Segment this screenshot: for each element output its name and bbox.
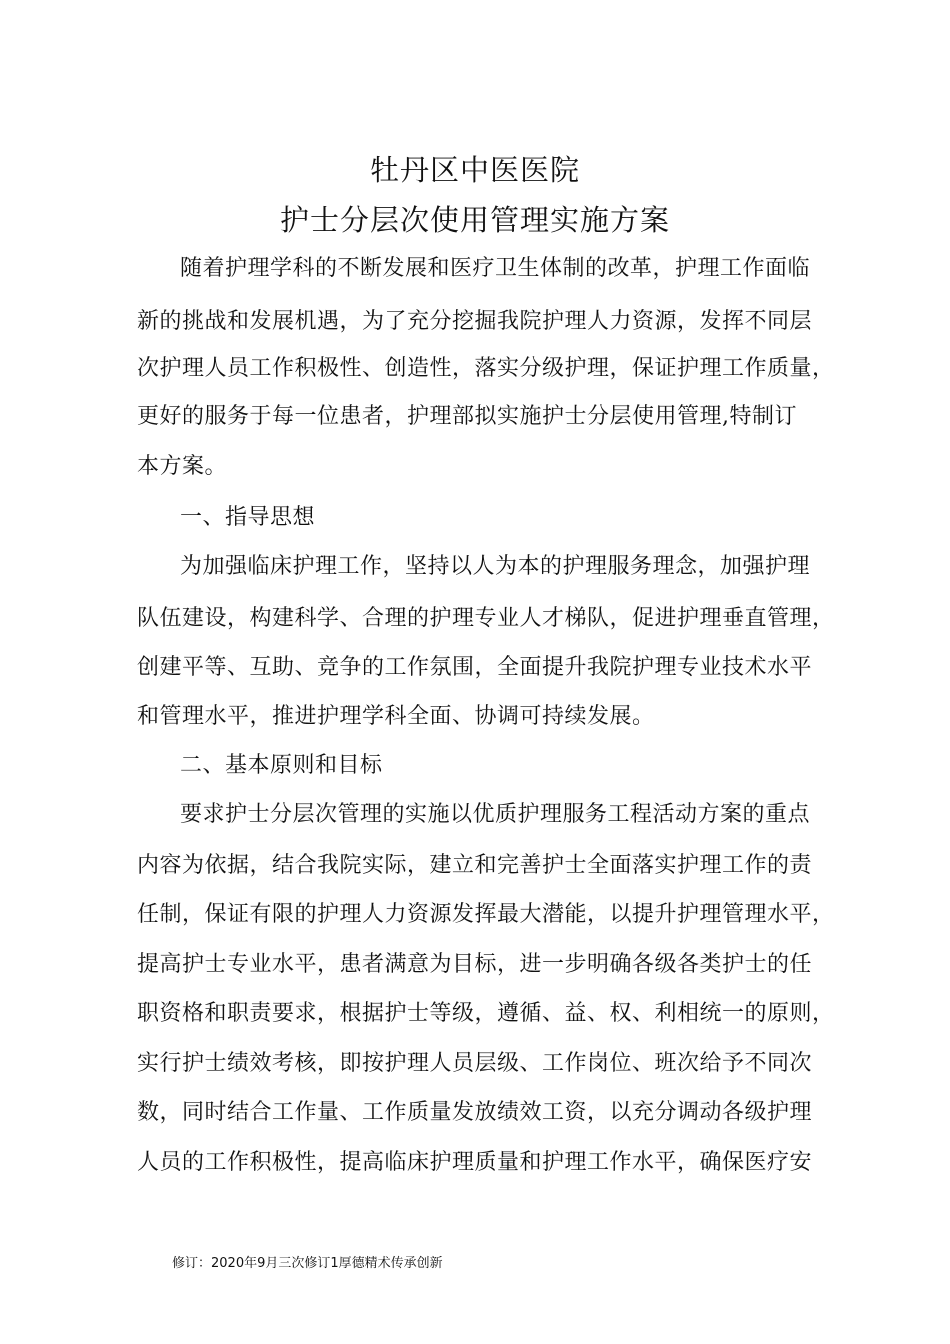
body-line: 随着护理学科的不断发展和医疗卫生体制的改革，护理工作面临 (180, 256, 811, 281)
section-heading-guiding-ideology: 一、指导思想 (180, 505, 316, 530)
hospital-name-title: 牡丹区中医医院 (369, 153, 580, 187)
body-line: 和管理水平，推进护理学科全面、协调可持续发展。 (137, 704, 655, 729)
body-line: 数，同时结合工作量、工作质量发放绩效工资，以充分调动各级护理 (137, 1100, 813, 1125)
section-heading-principles-goals: 二、基本原则和目标 (180, 753, 383, 778)
page-footer: 修订：2020年9月三次修订1厚德精术传承创新 (172, 1256, 443, 1271)
body-line: 队伍建设，构建科学、合理的护理专业人才梯队，促进护理垂直管理， (137, 606, 835, 631)
body-line: 创建平等、互助、竞争的工作氛围，全面提升我院护理专业技术水平 (137, 655, 813, 680)
body-line: 任制，保证有限的护理人力资源发挥最大潜能，以提升护理管理水平， (137, 902, 835, 927)
body-line: 为加强临床护理工作，坚持以人为本的护理服务理念，加强护理 (180, 554, 811, 579)
plan-title: 护士分层次使用管理实施方案 (279, 203, 670, 237)
body-line: 更好的服务于每一位患者，护理部拟实施护士分层使用管理,特制订 (137, 404, 797, 429)
body-line: 新的挑战和发展机遇，为了充分挖掘我院护理人力资源，发挥不同层 (137, 309, 813, 334)
body-line: 职资格和职责要求，根据护士等级，遵循、益、权、利相统一的原则， (137, 1001, 835, 1026)
body-line: 提高护士专业水平，患者满意为目标，进一步明确各级各类护士的任 (137, 952, 813, 977)
body-line: 要求护士分层次管理的实施以优质护理服务工程活动方案的重点 (180, 802, 811, 827)
body-line: 内容为依据，结合我院实际，建立和完善护士全面落实护理工作的责 (137, 853, 813, 878)
body-line: 次护理人员工作积极性、创造性，落实分级护理，保证护理工作质量， (137, 356, 835, 381)
body-line: 本方案。 (137, 454, 228, 479)
body-line: 人员的工作积极性，提高临床护理质量和护理工作水平，确保医疗安 (137, 1150, 813, 1175)
body-line: 实行护士绩效考核，即按护理人员层级、工作岗位、班次给予不同次 (137, 1051, 813, 1076)
